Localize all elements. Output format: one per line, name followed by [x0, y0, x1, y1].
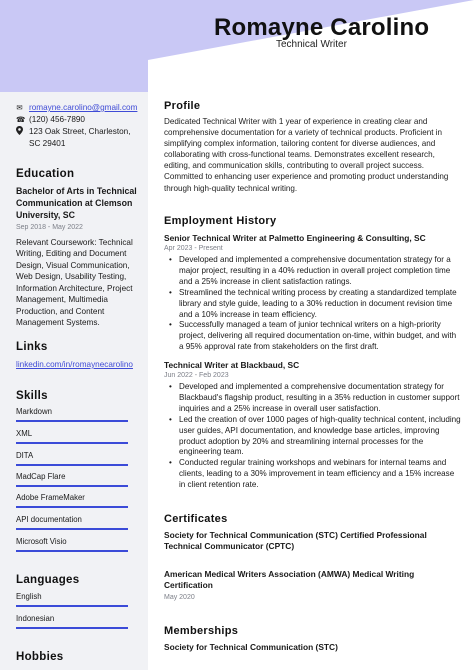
resume-job-title: Technical Writer	[276, 39, 347, 50]
skill-bar-fill	[16, 506, 128, 508]
contact-email-row	[16, 102, 142, 114]
job-bullets	[164, 382, 462, 491]
contact-address-row	[16, 126, 142, 150]
skill-label: MadCap Flare	[16, 472, 66, 481]
skill-bar-fill	[16, 442, 128, 444]
profile-heading: Profile	[164, 100, 201, 112]
skill-bar-fill	[16, 464, 128, 466]
email-link[interactable]: romayne.carolino@gmail.com	[29, 103, 138, 112]
skill-label: XML	[16, 429, 33, 438]
skill-bar	[16, 420, 128, 422]
job-bullet: • Conducted regular training workshops and webinars for internal teams and clients, leading to a 30% improvement in team efficiency and a 15% increase in client retention rate.	[164, 458, 462, 491]
links-heading: Links	[16, 341, 48, 353]
skill-item	[16, 537, 128, 552]
job-bullet: • Led the creation of over 1000 pages of high-quality technical content, including user guides, API documentation, and knowledge base articles, improving product adoption by 20% and streamlining internal processes for the engineering team.	[164, 415, 462, 459]
skill-bar-fill	[16, 485, 128, 487]
education-dates: Sep 2018 - May 2022	[16, 224, 83, 231]
skill-bar	[16, 550, 128, 552]
education-degree: Bachelor of Arts in Technical Communication at Clemson University, SC	[16, 186, 137, 220]
language-item	[16, 592, 128, 607]
skill-bar-fill	[16, 528, 128, 530]
skill-item	[16, 493, 128, 508]
contact-block	[16, 102, 142, 150]
email-icon: ✉	[16, 103, 23, 112]
skill-label: Microsoft Visio	[16, 537, 67, 546]
language-label: Indonesian	[16, 614, 55, 623]
skill-bar	[16, 506, 128, 508]
education-coursework: Relevant Coursework: Technical Writing, Editing and Document Design, Visual Communication, Web Design, Usability Testing, Information Architecture, Project Management, Multimedia Production, and Content Management Systems.	[16, 237, 133, 327]
job-dates: Apr 2023 - Present	[164, 245, 223, 252]
job-bullet: • Developed and implemented a comprehensive documentation strategy for Blackbaud's flagship product, resulting in a 35% reduction in customer support inquiries and a 25% increase in overall user satisfaction.	[164, 382, 462, 415]
job-title: Technical Writer at Blackbaud, SC	[164, 360, 300, 370]
phone-number: (120) 456-7890	[29, 115, 85, 124]
certificates-heading: Certificates	[164, 513, 228, 525]
skill-item	[16, 429, 128, 444]
skills-heading: Skills	[16, 390, 48, 402]
location-pin-icon	[16, 126, 23, 139]
language-bar	[16, 627, 128, 629]
skill-label: Markdown	[16, 407, 52, 416]
skill-bar-fill	[16, 420, 128, 422]
certificate-title: American Medical Writers Association (AMWA) Medical Writing Certification	[164, 569, 415, 591]
skill-item	[16, 451, 128, 466]
language-bar-fill	[16, 627, 128, 629]
employment-heading: Employment History	[164, 215, 277, 227]
skill-label: Adobe FrameMaker	[16, 493, 85, 502]
language-bar	[16, 605, 128, 607]
membership-title: Society for Technical Communication (STC)	[164, 642, 338, 652]
job-bullet: • Successfully managed a team of junior technical writers on a high-priority project, delivering all required documentation on-time, within budget, and with a 95% approval rate from stakeholders on the first draft.	[164, 320, 462, 353]
linkedin-link[interactable]: linkedin.com/in/romaynecarolino	[16, 360, 133, 369]
hobbies-heading: Hobbies	[16, 651, 64, 663]
address: 123 Oak Street, Charleston, SC 29401	[29, 127, 131, 148]
education-heading: Education	[16, 168, 75, 180]
skill-bar-fill	[16, 550, 128, 552]
skill-label: DITA	[16, 451, 34, 460]
resume-name: Romayne Carolino	[214, 14, 430, 41]
language-item	[16, 614, 128, 629]
contact-phone-row	[16, 114, 142, 126]
skill-bar	[16, 528, 128, 530]
skill-bar	[16, 442, 128, 444]
skill-item	[16, 515, 128, 530]
language-label: English	[16, 592, 42, 601]
profile-text: Dedicated Technical Writer with 1 year of experience in creating clear and comprehensive documentation for a variety of technical products. Proficient in simplifying complex information, tailoring content for diverse audiences, and collaborating with cross-functional teams. Demonstrates excellent research, editing, and communication skills, contributing to overall project success. Committed to enhancing user experience and promoting product understanding through high-quality technical writing.	[164, 117, 449, 193]
languages-heading: Languages	[16, 574, 80, 586]
education-block	[16, 185, 144, 329]
job-bullets	[164, 255, 462, 353]
skill-bar	[16, 485, 128, 487]
language-bar-fill	[16, 605, 128, 607]
memberships-heading: Memberships	[164, 625, 239, 637]
skill-item	[16, 472, 128, 487]
job-dates: Jun 2022 - Feb 2023	[164, 372, 229, 379]
certificate-title: Society for Technical Communication (STC) Certified Professional Technical Communicator (CPTC)	[164, 530, 427, 552]
skill-bar	[16, 464, 128, 466]
certificate-date: May 2020	[164, 594, 195, 601]
skill-label: API documentation	[16, 515, 82, 524]
phone-icon: ☎	[16, 115, 26, 124]
skill-item	[16, 407, 128, 422]
job-bullet: • Streamlined the technical writing process by creating a standardized template library and style guide, leading to a 30% reduction in document revision time and a 10% increase in team efficiency.	[164, 288, 462, 321]
job-title: Senior Technical Writer at Palmetto Engineering & Consulting, SC	[164, 233, 426, 243]
job-bullet: • Developed and implemented a comprehensive documentation strategy for a major project, resulting in a 40% reduction in overall project completion time and a 25% increase in client satisfaction ratings.	[164, 255, 462, 288]
